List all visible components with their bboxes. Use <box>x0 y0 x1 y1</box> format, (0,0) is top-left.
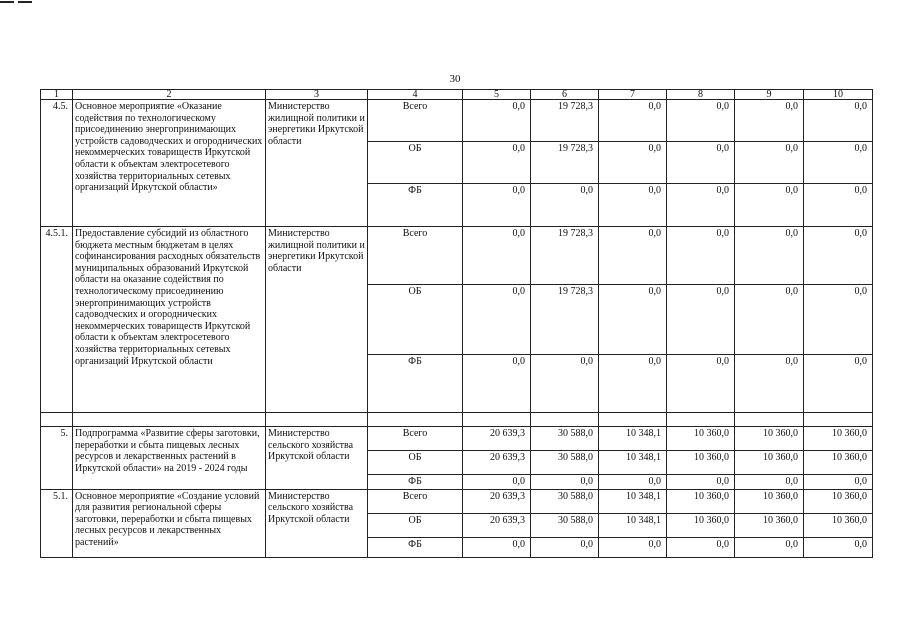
amount-cell: 0,0 <box>804 100 873 142</box>
amount-cell: 0,0 <box>667 100 735 142</box>
executor: Министерство сельского хозяйства Иркутской области <box>266 427 368 490</box>
amount-cell: 19 728,3 <box>531 100 599 142</box>
amount-cell: 0,0 <box>735 184 804 227</box>
amount-cell: 20 639,3 <box>463 513 531 537</box>
amount-cell: 0,0 <box>463 285 531 355</box>
amount-cell: 20 639,3 <box>463 489 531 513</box>
amount-cell: 0,0 <box>667 227 735 285</box>
executor: Министерство жилищной политики и энергетики Иркутской области <box>266 227 368 413</box>
amount-cell: 10 360,0 <box>804 451 873 475</box>
amount-cell: 0,0 <box>735 537 804 557</box>
amount-cell: 10 348,1 <box>599 489 667 513</box>
amount-cell: 0,0 <box>667 355 735 413</box>
column-number: 1 <box>41 90 73 100</box>
row-index: 4.5.1. <box>41 227 73 413</box>
amount-cell: 0,0 <box>463 227 531 285</box>
amount-cell: 0,0 <box>531 537 599 557</box>
amount-cell: 10 348,1 <box>599 427 667 451</box>
funding-source: ФБ <box>368 537 463 557</box>
amount-cell: 20 639,3 <box>463 451 531 475</box>
page-number: 30 <box>449 73 461 85</box>
amount-cell: 0,0 <box>804 227 873 285</box>
measure-name: Подпрограмма «Развитие сферы заготовки, переработки и сбыта пищевых лесных ресурсов и лекарственных растений в Иркутской области» на 2019 - 2024 годы <box>73 427 266 490</box>
table-row <box>41 227 873 285</box>
amount-cell: 0,0 <box>804 355 873 413</box>
amount-cell: 10 360,0 <box>804 427 873 451</box>
amount-cell: 0,0 <box>735 142 804 184</box>
amount-cell: 0,0 <box>804 142 873 184</box>
table-row <box>41 427 873 451</box>
amount-cell: 0,0 <box>735 475 804 490</box>
row-index: 5.1. <box>41 489 73 557</box>
funding-source: ФБ <box>368 475 463 490</box>
budget-table <box>40 89 873 558</box>
amount-cell: 10 360,0 <box>667 513 735 537</box>
amount-cell: 0,0 <box>667 285 735 355</box>
column-number: 5 <box>463 90 531 100</box>
funding-source: ФБ <box>368 184 463 227</box>
funding-source: Всего <box>368 489 463 513</box>
amount-cell: 0,0 <box>735 355 804 413</box>
amount-cell: 0,0 <box>735 285 804 355</box>
spacer-cell <box>804 413 873 427</box>
amount-cell: 0,0 <box>599 475 667 490</box>
scan-mark <box>0 1 14 3</box>
spacer-cell <box>667 413 735 427</box>
amount-cell: 0,0 <box>667 537 735 557</box>
amount-cell: 19 728,3 <box>531 142 599 184</box>
spacer-cell <box>735 413 804 427</box>
funding-source: ОБ <box>368 285 463 355</box>
amount-cell: 0,0 <box>599 355 667 413</box>
amount-cell: 0,0 <box>531 475 599 490</box>
amount-cell: 0,0 <box>599 184 667 227</box>
spacer-cell <box>266 413 368 427</box>
amount-cell: 10 360,0 <box>804 513 873 537</box>
amount-cell: 0,0 <box>599 285 667 355</box>
amount-cell: 0,0 <box>804 537 873 557</box>
column-number: 9 <box>735 90 804 100</box>
amount-cell: 10 360,0 <box>667 451 735 475</box>
amount-cell: 19 728,3 <box>531 227 599 285</box>
column-number: 3 <box>266 90 368 100</box>
executor: Министерство жилищной политики и энергетики Иркутской области <box>266 100 368 227</box>
amount-cell: 0,0 <box>463 355 531 413</box>
amount-cell: 10 360,0 <box>735 513 804 537</box>
amount-cell: 0,0 <box>531 184 599 227</box>
amount-cell: 0,0 <box>463 100 531 142</box>
amount-cell: 10 360,0 <box>667 489 735 513</box>
funding-source: ФБ <box>368 355 463 413</box>
amount-cell: 0,0 <box>804 285 873 355</box>
spacer-row <box>41 413 873 427</box>
amount-cell: 10 360,0 <box>804 489 873 513</box>
measure-name: Основное мероприятие «Оказание содействия по технологическому присоединению энергопринимающих устройств садоводческих и огороднических некоммерческих товариществ Иркутской области к объектам электросетевого хозяйства территориальных сетевых организаций Иркутской области» <box>73 100 266 227</box>
table-row <box>41 100 873 142</box>
funding-source: Всего <box>368 427 463 451</box>
spacer-cell <box>599 413 667 427</box>
funding-source: Всего <box>368 227 463 285</box>
amount-cell: 0,0 <box>667 475 735 490</box>
spacer-cell <box>368 413 463 427</box>
amount-cell: 0,0 <box>735 227 804 285</box>
amount-cell: 0,0 <box>463 184 531 227</box>
spacer-cell <box>41 413 73 427</box>
amount-cell: 30 588,0 <box>531 427 599 451</box>
amount-cell: 0,0 <box>599 100 667 142</box>
column-number-row <box>41 90 873 100</box>
amount-cell: 0,0 <box>667 184 735 227</box>
amount-cell: 0,0 <box>599 537 667 557</box>
executor: Министерство сельского хозяйства Иркутской области <box>266 489 368 557</box>
funding-source: ОБ <box>368 513 463 537</box>
amount-cell: 0,0 <box>667 142 735 184</box>
table-row <box>41 489 873 513</box>
amount-cell: 0,0 <box>463 475 531 490</box>
funding-source: ОБ <box>368 451 463 475</box>
amount-cell: 19 728,3 <box>531 285 599 355</box>
amount-cell: 10 348,1 <box>599 513 667 537</box>
amount-cell: 0,0 <box>804 184 873 227</box>
amount-cell: 0,0 <box>463 537 531 557</box>
row-index: 5. <box>41 427 73 490</box>
column-number: 7 <box>599 90 667 100</box>
spacer-cell <box>463 413 531 427</box>
amount-cell: 10 360,0 <box>667 427 735 451</box>
column-number: 2 <box>73 90 266 100</box>
funding-source: Всего <box>368 100 463 142</box>
amount-cell: 10 348,1 <box>599 451 667 475</box>
funding-source: ОБ <box>368 142 463 184</box>
amount-cell: 0,0 <box>735 100 804 142</box>
measure-name: Предоставление субсидий из областного бюджета местным бюджетам в целях софинансирования расходных обязательств муниципальных образований Иркутской области на оказание содействия по технологическому присоединению энергопринимающих устройств садоводческих и огороднических некоммерческих товариществ Иркутской области к объектам электросетевого хозяйства территориальных сетевых организаций Иркутской области <box>73 227 266 413</box>
amount-cell: 30 588,0 <box>531 489 599 513</box>
amount-cell: 30 588,0 <box>531 513 599 537</box>
spacer-cell <box>531 413 599 427</box>
row-index: 4.5. <box>41 100 73 227</box>
column-number: 4 <box>368 90 463 100</box>
amount-cell: 10 360,0 <box>735 451 804 475</box>
amount-cell: 0,0 <box>531 355 599 413</box>
scan-mark <box>18 1 32 3</box>
column-number: 6 <box>531 90 599 100</box>
amount-cell: 0,0 <box>599 142 667 184</box>
spacer-cell <box>73 413 266 427</box>
column-number: 8 <box>667 90 735 100</box>
amount-cell: 20 639,3 <box>463 427 531 451</box>
amount-cell: 10 360,0 <box>735 489 804 513</box>
measure-name: Основное мероприятие «Создание условий для развития региональной сферы заготовки, переработки и сбыта пищевых лесных ресурсов и лекарственных растений» <box>73 489 266 557</box>
amount-cell: 10 360,0 <box>735 427 804 451</box>
amount-cell: 0,0 <box>599 227 667 285</box>
column-number: 10 <box>804 90 873 100</box>
amount-cell: 0,0 <box>804 475 873 490</box>
amount-cell: 0,0 <box>463 142 531 184</box>
amount-cell: 30 588,0 <box>531 451 599 475</box>
